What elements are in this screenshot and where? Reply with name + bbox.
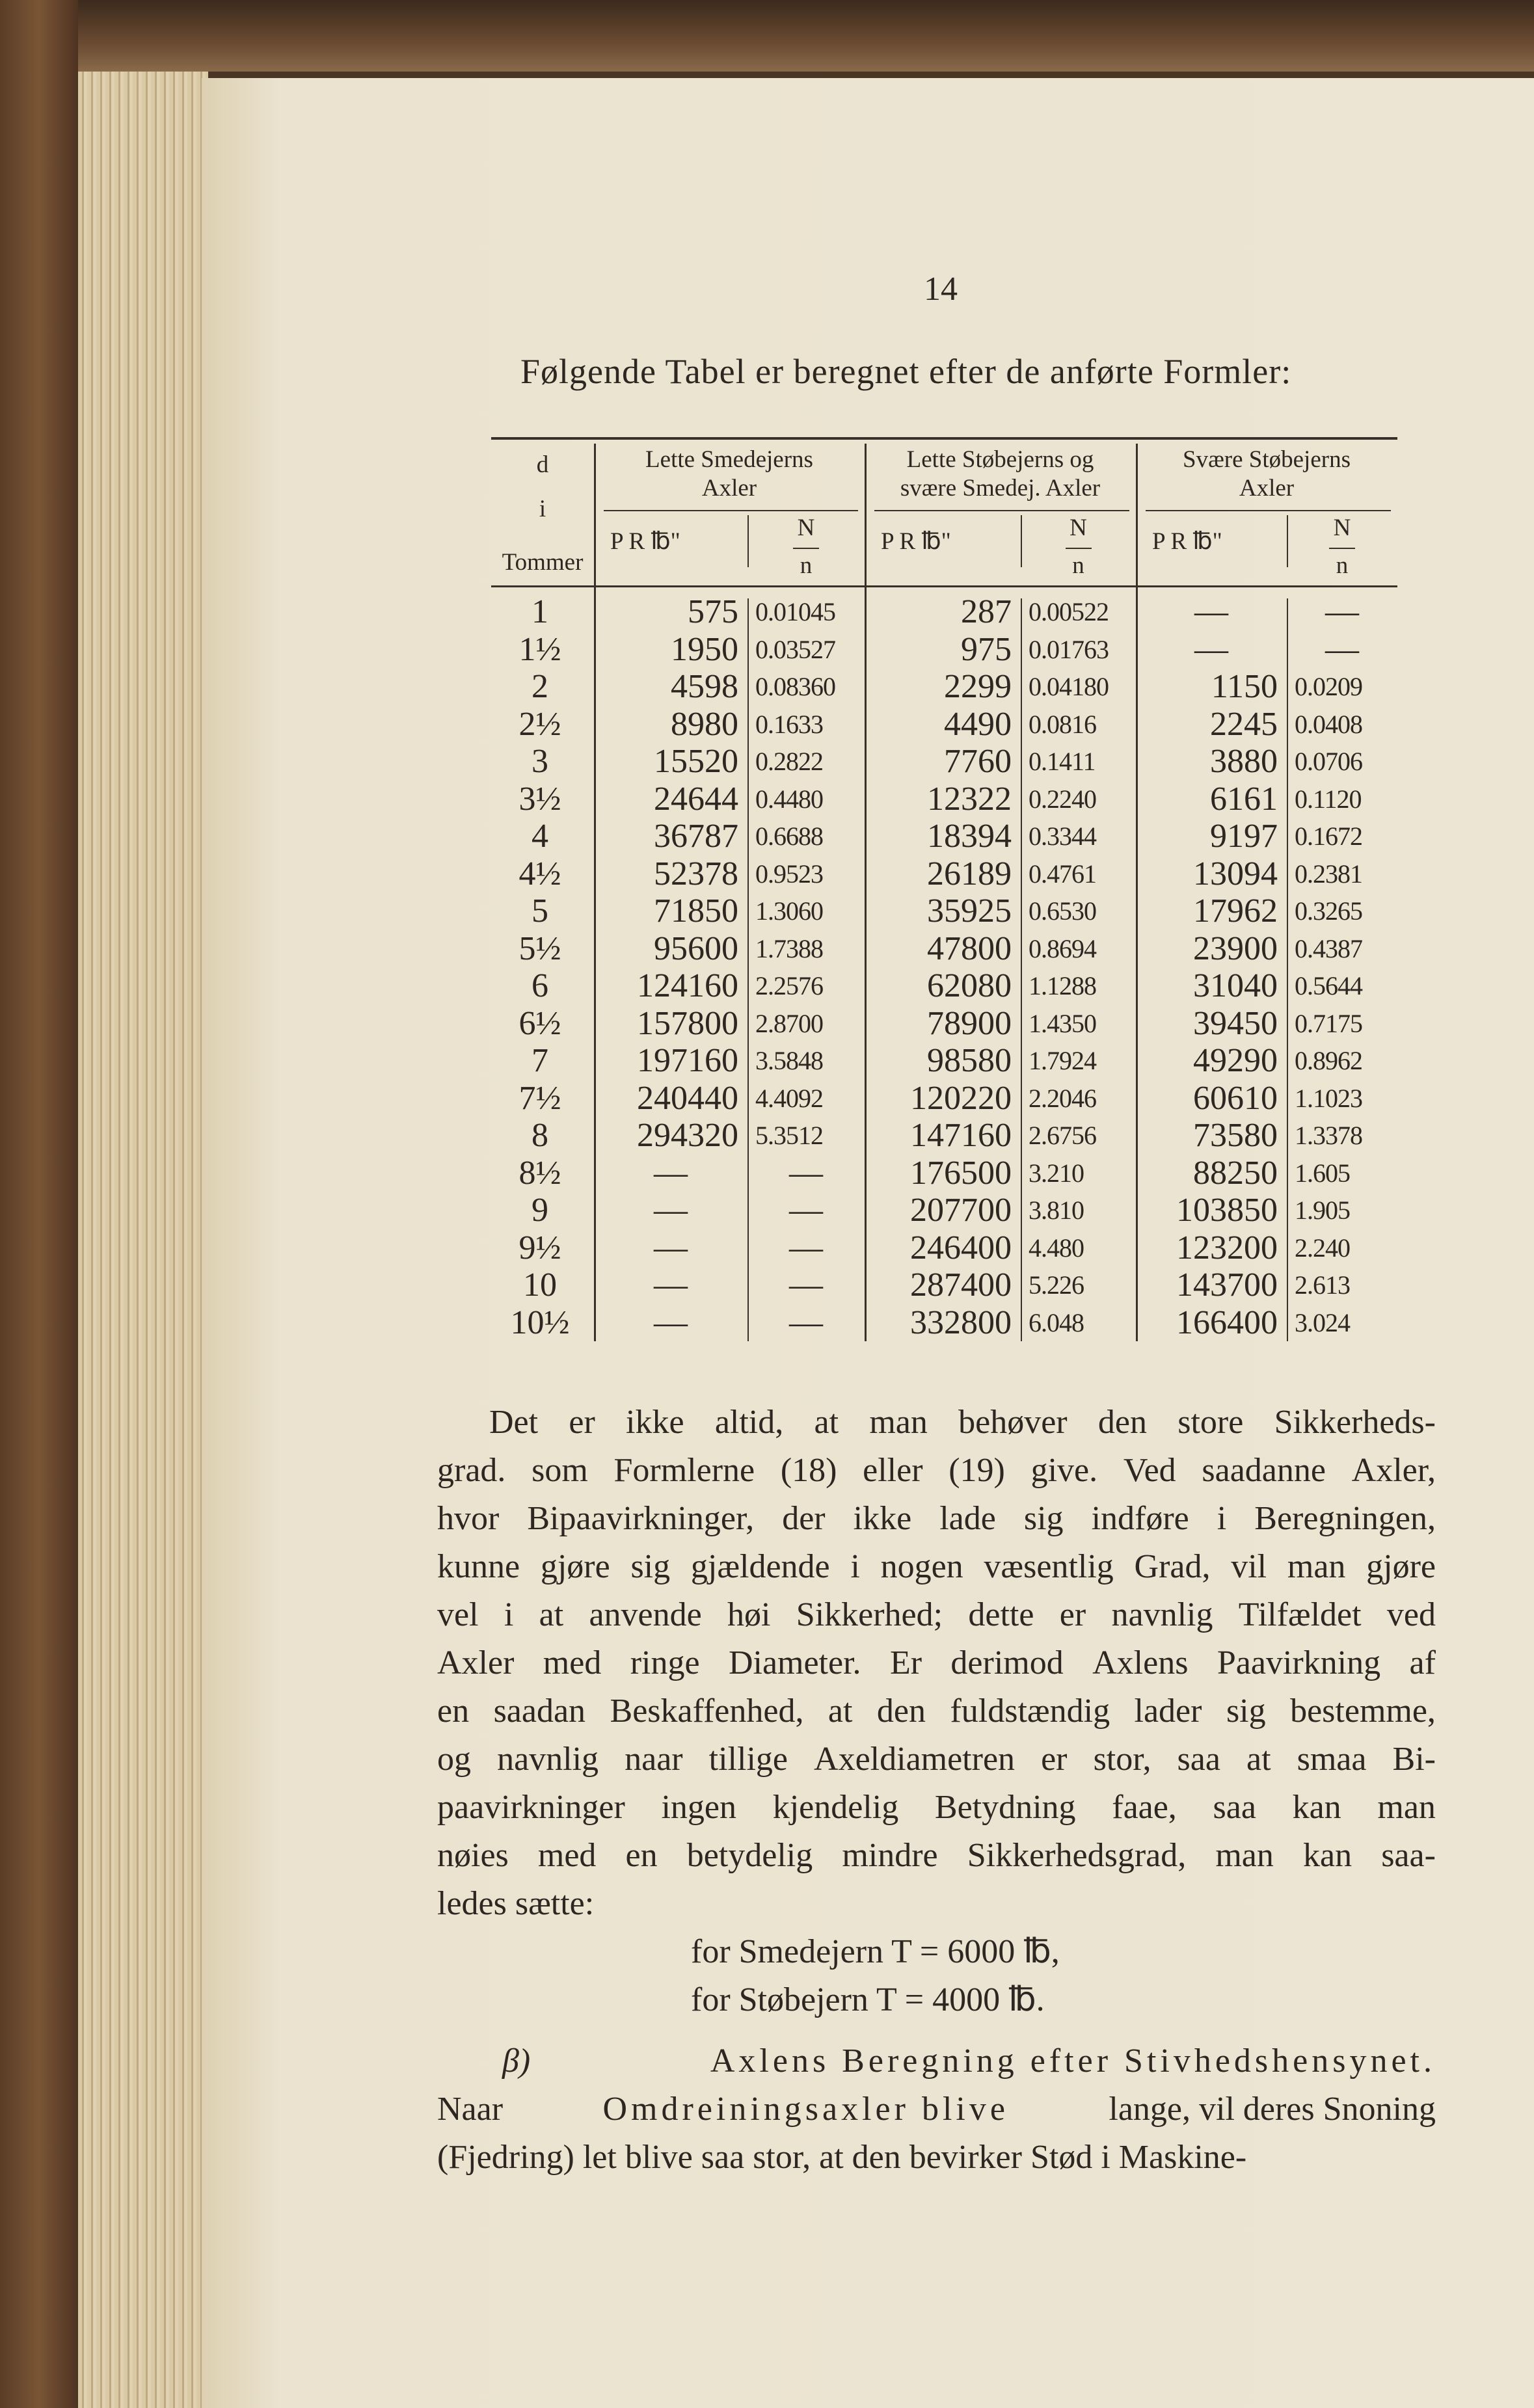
- pr-value: 197160: [637, 1042, 738, 1079]
- formula-stobejern: for Støbejern T = 4000 ℔.: [691, 1981, 1045, 2018]
- word: Tilfældet: [1238, 1596, 1362, 1633]
- n-denominator: n: [1072, 552, 1084, 579]
- row-diameter: 9: [532, 1192, 548, 1229]
- word: høi: [727, 1596, 771, 1633]
- table-intro: Følgende Tabel er beregnet efter de anførte Formler:: [520, 352, 1292, 391]
- group-title: Svære Støbejerns: [1183, 446, 1351, 473]
- pr-value: 332800: [910, 1304, 1012, 1341]
- n-ratio-value: 0.2240: [1029, 784, 1096, 814]
- word: i: [850, 1548, 860, 1585]
- pr-header: P R ℔": [881, 528, 951, 555]
- n-ratio-value: —: [1325, 630, 1359, 668]
- row-diameter: 1½: [518, 630, 561, 668]
- word: Paavirkning: [1217, 1644, 1381, 1681]
- row-diameter: 5: [532, 892, 548, 930]
- word: Beregningen,: [1254, 1500, 1436, 1537]
- row-diameter: 8: [532, 1117, 548, 1154]
- group-title: Lette Smedejerns: [645, 446, 813, 473]
- word: man: [1287, 1548, 1346, 1585]
- formula-smedejern: for Smedejern T = 6000 ℔,: [691, 1933, 1060, 1970]
- word: saa-: [1381, 1837, 1436, 1874]
- book-top-edge: [0, 0, 1534, 72]
- word: behøver: [958, 1404, 1068, 1441]
- word: er: [1041, 1741, 1068, 1778]
- n-denominator: n: [1336, 552, 1349, 579]
- n-ratio-value: 0.4761: [1029, 859, 1096, 889]
- word: betydelig: [686, 1837, 813, 1874]
- pr-value: 147160: [910, 1117, 1012, 1154]
- word: ikke: [626, 1404, 684, 1441]
- pr-value: 23900: [1193, 930, 1278, 967]
- word: der: [782, 1500, 826, 1537]
- n-ratio-value: 0.4480: [755, 784, 823, 814]
- word: Axlens: [1092, 1644, 1189, 1681]
- page-edges: [78, 72, 208, 2408]
- word: (19): [949, 1452, 1005, 1489]
- n-ratio-value: —: [789, 1229, 823, 1266]
- group-rule: [874, 510, 1129, 511]
- fraction-bar: [793, 548, 819, 549]
- n-ratio-value: 1.605: [1295, 1158, 1350, 1188]
- word: man: [869, 1404, 928, 1441]
- word: anvende: [589, 1596, 702, 1633]
- d-header-label: d: [536, 451, 549, 478]
- word: store: [1177, 1404, 1244, 1441]
- n-ratio-value: 0.1120: [1295, 784, 1362, 814]
- pr-value: 71850: [654, 892, 738, 930]
- text-fragment: Naar: [437, 2091, 504, 2128]
- n-ratio-value: 0.8694: [1029, 933, 1096, 963]
- word: at: [828, 1692, 853, 1730]
- n-ratio-value: 2.8700: [755, 1008, 823, 1038]
- word: fuldstændig: [950, 1692, 1110, 1730]
- word: grad.: [437, 1452, 506, 1489]
- n-ratio-value: 1.4350: [1029, 1008, 1096, 1038]
- word: Beskaffenhed,: [610, 1692, 804, 1730]
- n-ratio-value: —: [1325, 593, 1359, 630]
- text-fragment: lange, vil deres Snoning: [1109, 2091, 1436, 2128]
- pr-header: P R ℔": [1152, 528, 1222, 555]
- pr-value: 157800: [637, 1004, 738, 1042]
- pr-value: 26189: [927, 855, 1012, 892]
- word: Sikkerhedsgrad,: [967, 1837, 1187, 1874]
- word: saadan: [493, 1692, 586, 1730]
- pr-value: 1150: [1211, 668, 1278, 705]
- n-ratio-value: 0.1411: [1029, 747, 1096, 776]
- word: som: [532, 1452, 588, 1489]
- pr-value: 62080: [927, 967, 1012, 1004]
- fraction-bar: [1329, 548, 1355, 549]
- word: i: [1217, 1500, 1227, 1537]
- n-ratio-value: 3.210: [1029, 1158, 1084, 1188]
- pr-value: 35925: [927, 892, 1012, 930]
- pr-value: —: [654, 1304, 688, 1341]
- word: den: [1097, 1404, 1147, 1441]
- text-fragment-spaced: Omdreiningsaxler blive: [602, 2091, 1009, 2128]
- word: Axler,: [1351, 1452, 1436, 1489]
- row-diameter: 5½: [518, 930, 561, 967]
- pr-value: 98580: [927, 1042, 1012, 1079]
- pr-value: 4490: [944, 705, 1012, 743]
- row-diameter: 6: [532, 967, 548, 1004]
- word: Axler: [437, 1644, 515, 1681]
- page-number: 14: [924, 271, 958, 308]
- n-ratio-value: 2.240: [1295, 1233, 1350, 1263]
- book-spine: [0, 0, 78, 2408]
- n-ratio-value: 0.01045: [755, 597, 835, 626]
- word: dette: [968, 1596, 1034, 1633]
- word: ved: [1386, 1596, 1436, 1633]
- n-ratio-value: 0.3265: [1295, 896, 1362, 926]
- word: Grad,: [1134, 1548, 1211, 1585]
- pr-value: 240440: [637, 1079, 738, 1117]
- n-ratio-value: 2.2576: [755, 971, 823, 1000]
- pr-value: 294320: [637, 1117, 738, 1154]
- n-ratio-value: 0.04180: [1029, 672, 1109, 701]
- text-line-content: ledes sætte:: [437, 1885, 595, 1922]
- n-ratio-value: 0.08360: [755, 672, 835, 701]
- word: i: [504, 1596, 514, 1633]
- n-ratio-value: 2.613: [1295, 1270, 1350, 1300]
- row-diameter: 8½: [518, 1154, 561, 1192]
- pr-value: 1950: [671, 630, 738, 668]
- word: naar: [625, 1741, 683, 1778]
- pr-value: 9197: [1210, 818, 1278, 855]
- word: smaa: [1297, 1741, 1367, 1778]
- text-line: [437, 2085, 1436, 2134]
- n-ratio-value: 0.9523: [755, 859, 823, 889]
- word: kjendelig: [772, 1789, 899, 1826]
- pr-value: 120220: [910, 1079, 1012, 1117]
- word: saadanne: [1202, 1452, 1326, 1489]
- word: gjældende: [690, 1548, 830, 1585]
- n-ratio-value: 1.1023: [1295, 1083, 1362, 1113]
- word: med: [537, 1837, 597, 1874]
- word: Sikkerhed;: [796, 1596, 943, 1633]
- word: gjøre: [1366, 1548, 1436, 1585]
- pr-value: 15520: [654, 743, 738, 780]
- n-ratio-value: 1.7388: [755, 933, 823, 963]
- n-ratio-value: 0.4387: [1295, 933, 1362, 963]
- row-diameter: 10½: [510, 1304, 570, 1341]
- pr-value: 7760: [944, 743, 1012, 780]
- pr-value: 39450: [1193, 1004, 1278, 1042]
- word: at: [1246, 1741, 1271, 1778]
- word: Axeldiametren: [814, 1741, 1016, 1778]
- n-ratio-value: 5.3512: [755, 1121, 823, 1150]
- n-ratio-value: 0.0816: [1029, 709, 1096, 739]
- word: ikke: [853, 1500, 912, 1537]
- pr-value: 95600: [654, 930, 738, 967]
- pr-value: 6161: [1210, 780, 1278, 818]
- word: nogen: [880, 1548, 963, 1585]
- n-ratio-value: 0.2381: [1295, 859, 1362, 889]
- fraction-bar: [1066, 548, 1092, 549]
- n-ratio-value: 2.2046: [1029, 1083, 1096, 1113]
- pr-value: 124160: [637, 967, 738, 1004]
- n-ratio-value: 1.3378: [1295, 1121, 1362, 1150]
- word: navnlig: [497, 1741, 599, 1778]
- body-text: [437, 1398, 1436, 2182]
- n-ratio-value: 4.4092: [755, 1083, 823, 1113]
- word: tillige: [708, 1741, 788, 1778]
- pr-value: 47800: [927, 930, 1012, 967]
- n-ratio-value: 1.905: [1295, 1196, 1350, 1225]
- word: faae,: [1112, 1789, 1177, 1826]
- word: bestemme,: [1290, 1692, 1436, 1730]
- text-line: [437, 1880, 1436, 1928]
- pr-value: —: [1194, 593, 1228, 630]
- word: med: [543, 1644, 602, 1681]
- n-ratio-value: 1.1288: [1029, 971, 1096, 1000]
- n-ratio-value: 1.3060: [755, 896, 823, 926]
- n-ratio-value: 0.01763: [1029, 634, 1109, 664]
- group-title: Axler: [701, 475, 757, 502]
- pr-value: 17962: [1193, 892, 1278, 930]
- row-diameter: 7½: [518, 1079, 561, 1117]
- n-ratio-value: 0.03527: [755, 634, 835, 664]
- text-line: [437, 2134, 1436, 2182]
- text-line: [437, 1735, 1436, 1784]
- group-rule: [1146, 510, 1391, 511]
- word: sig: [1226, 1692, 1266, 1730]
- word: at: [539, 1596, 564, 1633]
- n-ratio-value: —: [789, 1304, 823, 1341]
- n-numerator: N: [1070, 515, 1087, 541]
- group-title: Lette Støbejerns og: [906, 446, 1094, 473]
- word: er: [1059, 1596, 1086, 1633]
- pr-value: 143700: [1176, 1266, 1278, 1304]
- pr-value: 975: [961, 630, 1012, 668]
- row-diameter: 3½: [518, 780, 561, 818]
- word: en: [437, 1692, 470, 1730]
- section-heading: [437, 2037, 1436, 2085]
- text-line: [437, 1687, 1436, 1735]
- d-header-label: Tommer: [502, 549, 584, 576]
- word: ingen: [661, 1789, 736, 1826]
- pr-value: 4598: [671, 668, 738, 705]
- pr-value: —: [654, 1229, 688, 1266]
- row-diameter: 1: [532, 593, 548, 630]
- group-title: svære Smedej. Axler: [900, 475, 1101, 502]
- pr-value: 31040: [1193, 967, 1278, 1004]
- word: indføre: [1091, 1500, 1189, 1537]
- word: gjøre: [540, 1548, 610, 1585]
- word: Ved: [1123, 1452, 1176, 1489]
- pr-value: 12322: [927, 780, 1012, 818]
- text-line: [437, 1447, 1436, 1495]
- word: Det: [489, 1404, 539, 1441]
- n-ratio-value: 0.8962: [1295, 1046, 1362, 1075]
- word: ringe: [630, 1644, 700, 1681]
- n-ratio-value: 1.7924: [1029, 1046, 1096, 1075]
- pr-value: 575: [688, 593, 738, 630]
- n-numerator: N: [797, 515, 815, 541]
- word: kunne: [437, 1548, 520, 1585]
- text-line: [437, 1591, 1436, 1639]
- word: hvor: [437, 1500, 500, 1537]
- row-diameter: 4½: [518, 855, 561, 892]
- n-ratio-value: 0.0408: [1295, 709, 1362, 739]
- word: altid,: [714, 1404, 784, 1441]
- pr-value: 287: [961, 593, 1012, 630]
- word: vel: [437, 1596, 479, 1633]
- row-diameter: 2: [532, 668, 548, 705]
- pr-header: P R ℔": [610, 528, 680, 555]
- word: af: [1409, 1644, 1436, 1681]
- word: man: [1215, 1837, 1274, 1874]
- group-rule: [604, 510, 858, 511]
- n-ratio-value: 0.0706: [1295, 747, 1362, 776]
- n-ratio-value: 0.3344: [1029, 822, 1096, 851]
- group-title: Axler: [1239, 475, 1295, 502]
- pr-value: 88250: [1193, 1154, 1278, 1192]
- word: sig: [1023, 1500, 1064, 1537]
- word: og: [437, 1741, 471, 1778]
- word: Formlerne: [613, 1452, 755, 1489]
- text-line: [437, 1784, 1436, 1832]
- word: derimod: [950, 1644, 1064, 1681]
- pr-value: 24644: [654, 780, 738, 818]
- pr-value: —: [654, 1154, 688, 1192]
- pr-value: 60610: [1193, 1079, 1278, 1117]
- row-diameter: 9½: [518, 1229, 561, 1266]
- n-ratio-value: 5.226: [1029, 1270, 1084, 1300]
- pr-value: 49290: [1193, 1042, 1278, 1079]
- word: eller: [863, 1452, 923, 1489]
- word: Er: [889, 1644, 922, 1681]
- n-ratio-value: 0.2822: [755, 747, 823, 776]
- word: saa: [1213, 1789, 1256, 1826]
- pr-value: 123200: [1176, 1229, 1278, 1266]
- n-ratio-value: —: [789, 1154, 823, 1192]
- word: er: [569, 1404, 595, 1441]
- row-diameter: 7: [532, 1042, 548, 1079]
- word: Diameter.: [728, 1644, 861, 1681]
- n-ratio-value: 6.048: [1029, 1307, 1084, 1337]
- n-ratio-value: 3.5848: [755, 1046, 823, 1075]
- n-ratio-value: 3.024: [1295, 1307, 1350, 1337]
- word: Bi-: [1392, 1741, 1436, 1778]
- word: Betydning: [934, 1789, 1076, 1826]
- pr-value: —: [1194, 630, 1228, 668]
- row-diameter: 10: [523, 1266, 557, 1304]
- text-line: [437, 1495, 1436, 1543]
- pr-value: 3880: [1210, 743, 1278, 780]
- pr-value: 8980: [671, 705, 738, 743]
- text-line: [437, 1832, 1436, 1880]
- word: væsentlig: [984, 1548, 1114, 1585]
- word: sig: [630, 1548, 671, 1585]
- text-line: [437, 1639, 1436, 1687]
- n-ratio-value: 2.6756: [1029, 1121, 1096, 1150]
- row-diameter: 6½: [518, 1004, 561, 1042]
- row-diameter: 3: [532, 743, 548, 780]
- pr-value: —: [654, 1266, 688, 1304]
- row-diameter: 4: [532, 818, 548, 855]
- pr-value: 176500: [910, 1154, 1012, 1192]
- pr-value: 13094: [1193, 855, 1278, 892]
- pr-value: 166400: [1176, 1304, 1278, 1341]
- row-diameter: 2½: [518, 705, 561, 743]
- pr-value: 2299: [944, 668, 1012, 705]
- section-title: Axlens Beregning efter Stivhedshensynet.: [710, 2042, 1436, 2080]
- word: en: [625, 1837, 658, 1874]
- table-header-rule: [491, 585, 1397, 587]
- word: paavirkninger: [437, 1789, 625, 1826]
- text-line: [437, 1543, 1436, 1591]
- pr-value: 246400: [910, 1229, 1012, 1266]
- pr-value: 78900: [927, 1004, 1012, 1042]
- n-ratio-value: 0.6688: [755, 822, 823, 851]
- pr-value: 36787: [654, 818, 738, 855]
- pr-value: 287400: [910, 1266, 1012, 1304]
- n-ratio-value: —: [789, 1266, 823, 1304]
- word: (18): [780, 1452, 837, 1489]
- n-ratio-value: 4.480: [1029, 1233, 1084, 1263]
- pr-value: 73580: [1193, 1117, 1278, 1154]
- pr-value: 103850: [1176, 1192, 1278, 1229]
- n-denominator: n: [800, 552, 813, 579]
- word: saa: [1177, 1741, 1220, 1778]
- word: Bipaavirkninger,: [527, 1500, 755, 1537]
- text-line: [437, 1398, 1436, 1447]
- pr-value: 207700: [910, 1192, 1012, 1229]
- word: nøies: [437, 1837, 509, 1874]
- n-ratio-value: 0.5644: [1295, 971, 1362, 1000]
- pr-value: 52378: [654, 855, 738, 892]
- n-ratio-value: 0.00522: [1029, 597, 1109, 626]
- pr-value: 2245: [1210, 705, 1278, 743]
- d-header-label: i: [539, 496, 546, 522]
- word: kan: [1292, 1789, 1341, 1826]
- word: lade: [939, 1500, 996, 1537]
- subcolumn-divider: [1021, 598, 1022, 1341]
- n-ratio-value: 0.0209: [1295, 672, 1362, 701]
- word: Sikkerheds-: [1274, 1404, 1436, 1441]
- text-line-content: (Fjedring) let blive saa stor, at den bevirker Stød i Maskine-: [437, 2139, 1247, 2176]
- n-ratio-value: 0.6530: [1029, 896, 1096, 926]
- n-ratio-value: —: [789, 1192, 823, 1229]
- word: man: [1377, 1789, 1436, 1826]
- word: vil: [1231, 1548, 1267, 1585]
- word: lader: [1134, 1692, 1202, 1730]
- table-top-rule: [491, 437, 1397, 440]
- pr-value: —: [654, 1192, 688, 1229]
- n-ratio-value: 3.810: [1029, 1196, 1084, 1225]
- n-ratio-value: 0.1672: [1295, 822, 1362, 851]
- word: give.: [1030, 1452, 1098, 1489]
- n-ratio-value: 0.7175: [1295, 1008, 1362, 1038]
- subcolumn-divider: [1287, 598, 1288, 1341]
- word: stor,: [1093, 1741, 1151, 1778]
- n-numerator: N: [1333, 515, 1351, 541]
- pr-value: 18394: [927, 818, 1012, 855]
- n-ratio-value: 0.1633: [755, 709, 823, 739]
- word: navnlig: [1111, 1596, 1213, 1633]
- word: at: [814, 1404, 839, 1441]
- section-label: β): [502, 2042, 531, 2080]
- word: kan: [1302, 1837, 1352, 1874]
- word: mindre: [842, 1837, 938, 1874]
- word: den: [876, 1692, 926, 1730]
